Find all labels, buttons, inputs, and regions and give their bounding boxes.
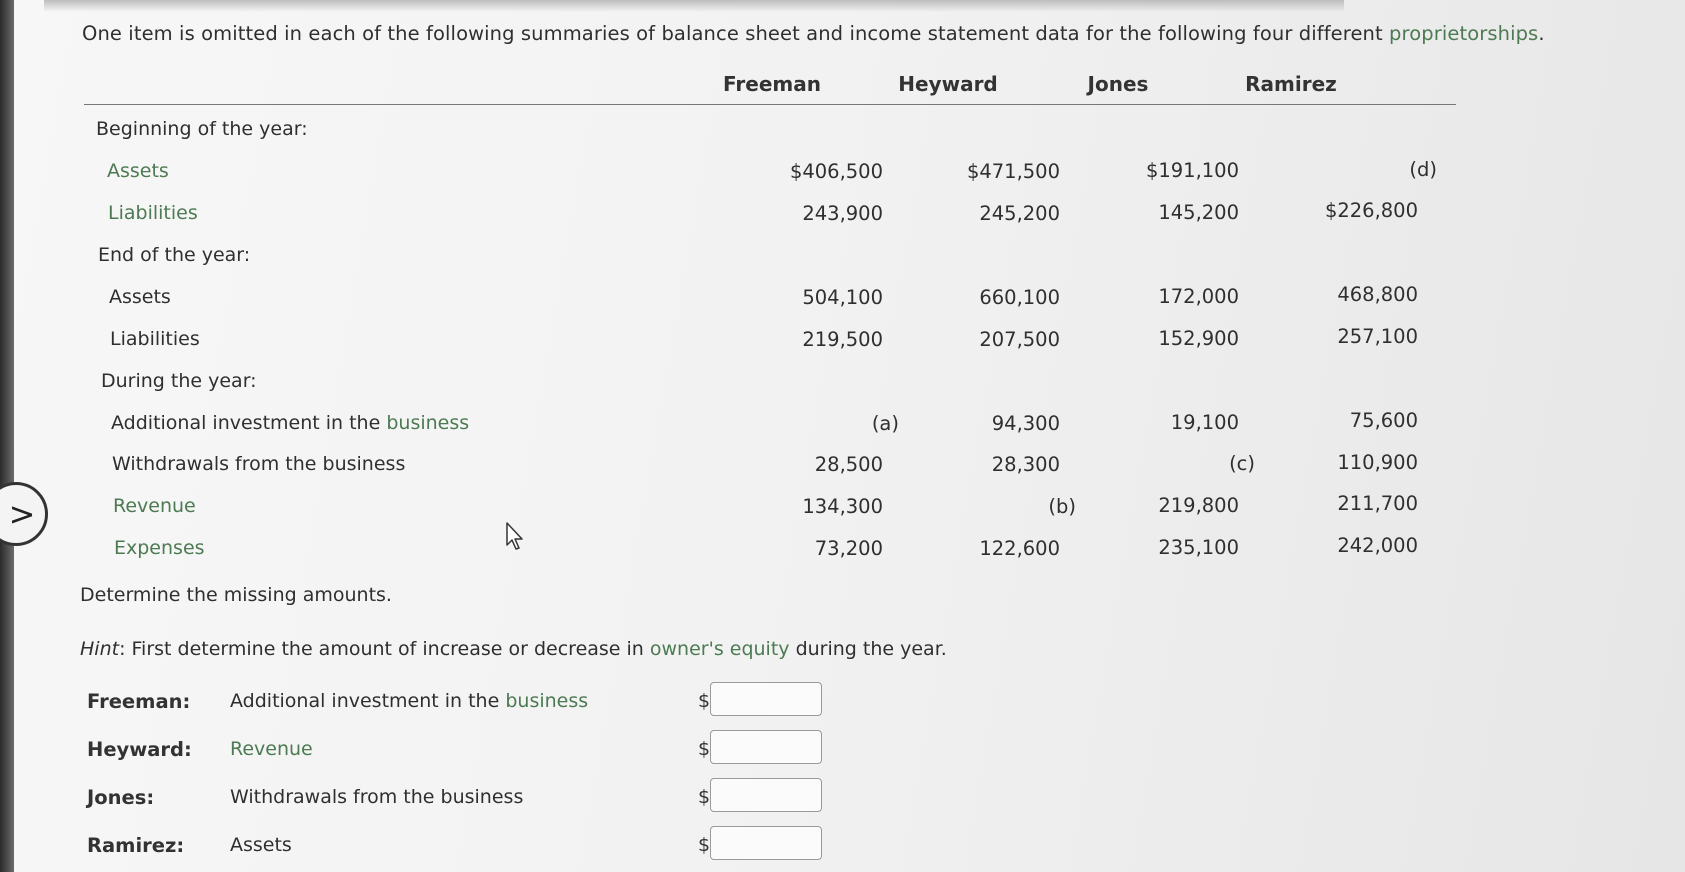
table-cell: 219,500 [802,328,883,351]
row-label-withdrawals: Withdrawals from the business [112,453,406,475]
business-link[interactable]: business [386,412,470,434]
hint-label: Hint [80,638,120,660]
table-cell: 207,500 [979,328,1060,351]
table-cell: $471,500 [966,160,1060,183]
row-label-revenue[interactable]: Revenue [113,495,196,517]
table-cell: 28,500 [814,453,883,476]
currency-symbol: $ [698,738,711,760]
answer-desc-text: Withdrawals from the business [230,786,524,808]
table-cell: 152,900 [1158,327,1239,350]
revenue-link[interactable]: Revenue [230,738,313,760]
row-label-text: Additional investment in the [111,412,387,434]
answer-desc-freeman [230,690,588,712]
instruction-text: Determine the missing amounts. [80,584,392,606]
currency-symbol: $ [698,834,711,856]
heyward-revenue-input[interactable] [710,730,822,764]
table-cell: $406,500 [789,160,883,183]
section-during: During the year: [101,370,257,392]
table-cell: 145,200 [1158,201,1239,224]
currency-symbol: $ [698,690,711,712]
row-label-end-assets: Assets [109,286,171,308]
table-cell: 134,300 [802,495,883,518]
intro-text [82,22,1545,45]
section-beginning: Beginning of the year: [96,118,308,140]
answer-name-freeman: Freeman: [87,690,191,713]
proprietorships-link[interactable]: proprietorships [1389,22,1539,45]
jones-withdrawals-input[interactable] [710,778,822,812]
table-cell: 28,300 [991,453,1060,476]
answer-desc-text: Assets [230,834,292,856]
table-cell: 468,800 [1337,283,1418,306]
hint-text [80,638,947,660]
table-cell: 73,200 [814,537,883,560]
table-cell: $191,100 [1145,159,1239,182]
answer-name-ramirez: Ramirez: [87,834,185,857]
table-cell: $226,800 [1324,199,1418,222]
table-cell: 211,700 [1337,492,1418,515]
table-cell: 219,800 [1158,494,1239,517]
answer-desc-heyward [230,738,313,760]
section-end: End of the year: [98,244,251,266]
screen-bezel [0,0,14,872]
mouse-cursor-icon [506,522,526,552]
row-label-beginning-liabilities[interactable]: Liabilities [108,202,198,224]
table-cell: 242,000 [1337,534,1418,557]
currency-symbol: $ [698,786,711,808]
column-header-heyward: Heyward [898,72,998,96]
table-cell: 504,100 [802,286,883,309]
table-cell: 110,900 [1337,451,1418,474]
table-cell: (d) [1409,158,1437,181]
header-divider [84,104,1456,105]
table-cell: (c) [1229,452,1255,475]
answer-name-jones: Jones: [87,786,155,809]
row-label-beginning-assets[interactable]: Assets [107,160,169,182]
intro-period: . [1538,22,1545,45]
business-link[interactable]: business [505,690,589,712]
answer-name-heyward: Heyward: [87,738,192,761]
column-header-freeman: Freeman [723,72,821,96]
answer-desc-jones [230,786,523,808]
table-cell: 19,100 [1170,411,1239,434]
column-header-jones: Jones [1087,72,1149,96]
column-header-ramirez: Ramirez [1245,72,1337,96]
hint-body: : First determine the amount of increase or decrease in [119,638,650,660]
intro-body: One item is omitted in each of the following summaries of balance sheet and income statement data for the following four different [82,22,1390,45]
table-cell: (b) [1048,495,1076,518]
table-cell: 257,100 [1337,325,1418,348]
table-cell: 94,300 [991,412,1060,435]
table-cell: 75,600 [1349,409,1418,432]
ramirez-assets-input[interactable] [710,826,822,860]
table-cell: 660,100 [979,286,1060,309]
row-label-end-liabilities: Liabilities [110,328,200,350]
table-cell: (a) [871,412,899,435]
answer-desc-text: Additional investment in the [230,690,506,712]
row-label-additional-investment [111,412,469,434]
chevron-right-icon: > [8,495,36,533]
table-cell: 243,900 [802,202,883,225]
owners-equity-link[interactable]: owner's equity [649,638,790,660]
answer-desc-ramirez [230,834,292,856]
question-page [14,0,1685,872]
table-cell: 245,200 [979,202,1060,225]
table-cell: 235,100 [1158,536,1239,559]
row-label-expenses[interactable]: Expenses [114,537,205,559]
table-cell: 122,600 [979,537,1060,560]
table-cell: 172,000 [1158,285,1239,308]
freeman-investment-input[interactable] [710,682,822,716]
hint-end: during the year. [789,638,947,660]
page-top-edge [44,0,1344,12]
